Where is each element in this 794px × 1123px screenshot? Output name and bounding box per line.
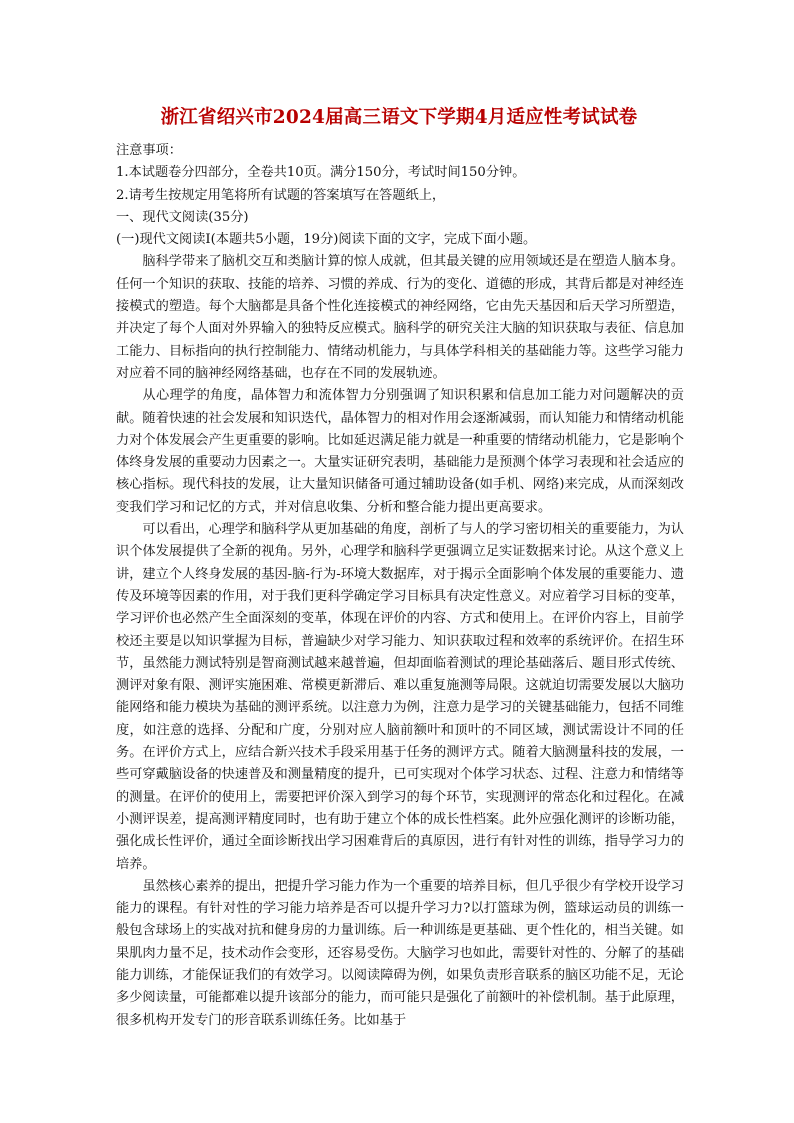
body-paragraph-4: 虽然核心素养的提出，把提升学习能力作为一个重要的培养目标，但几乎很少有学校开设学习能力的课程。有针对性的学习能力培养是否可以提升学习力?以打篮球为例，篮球运动员的训练一般包含球场上的实战对抗和健身房的力量训练。后一种训练是更基础、更个性化的，相当关键。如果肌肉力量不足，技术动作会变形，还容易受伤。大脑学习也如此，需要针对性的、分解了的基础能力训练，才能保证我们的有效学习。以阅读障碍为例，如果负责形音联系的脑区功能不足，无论多少阅读量，可能都难以提升该部分的能力，而可能只是强化了前额叶的补偿机制。基于此原理，很多机构开发专门的形音联系训练任务。比如基于 (116, 878, 684, 1028)
body-paragraph-2: 从心理学的角度，晶体智力和流体智力分别强调了知识积累和信息加工能力对问题解决的贡献。随着快速的社会发展和知识迭代，晶体智力的相对作用会逐渐减弱，而认知能力和情绪动机能力对个体发展会产生更重要的影响。比如延迟满足能力就是一种重要的情绪动机能力，它是影响个体终身发展的重要动力因素之一。大量实证研究表明，基础能力是预测个体学习表现和社会适应的核心指标。现代科技的发展，让大量知识储备可通过辅助设备(如手机、网络)来完成，从而深刻改变我们学习和记忆的方式，并对信息收集、分析和整合能力提出更高要求。 (116, 388, 684, 515)
body-paragraph-3: 可以看出，心理学和脑科学从更加基础的角度，剖析了与人的学习密切相关的重要能力，为认识个体发展提供了全新的视角。另外，心理学和脑科学更强调立足实证数据来讨论。从这个意义上讲，建立个人终身发展的基因-脑-行为-环境大数据库，对于揭示全面影响个体发展的重要能力、遗传及环境等因素的作用，对于我们更科学确定学习目标具有决定性意义。对应着学习目标的变革，学习评价也必然产生全面深刻的变革，体现在评价的内容、方式和使用上。在评价内容上，目前学校还主要是以知识掌握为目标，普遍缺少对学习能力、知识获取过程和效率的系统评价。在招生环节，虽然能力测试特别是智商测试越来越普遍，但却面临着测试的理论基础落后、题目形式传统、测评对象有限、测评实施困难、常模更新滞后、难以重复施测等局限。这就迫切需要发展以大脑功能网络和能力模块为基础的测评系统。以注意力为例，注意力是学习的关键基础能力，包括不同维度，如注意的选择、分配和广度，分别对应人脑前额叶和顶叶的不同区域，测试需设计不同的任务。在评价方式上，应结合新兴技术手段采用基于任务的测评方式。随着大脑测量科技的发展，一些可穿戴脑设备的快速普及和测量精度的提升，已可实现对个体学习状态、过程、注意力和情绪等的测量。在评价的使用上，需要把评价深入到学习的每个环节，实现测评的常态化和过程化。在减小测评误差，提高测评精度同时，也有助于建立个体的成长性档案。此外应强化测评的诊断功能，强化成长性评价，通过全面诊断找出学习困难背后的真原因，进行有针对性的训练，指导学习力的培养。 (116, 522, 684, 872)
body-paragraph-1: 脑科学带来了脑机交互和类脑计算的惊人成就，但其最关键的应用领域还是在塑造人脑本身。任何一个知识的获取、技能的培养、习惯的养成、行为的变化、道德的形成，其背后都是对神经连接模式的塑造。每个大脑都是具备个性化连接模式的神经网络，它由先天基因和后天学习所塑造，并决定了每个人面对外界输入的独特反应模式。脑科学的研究关注大脑的知识获取与表征、信息加工能力、目标指向的执行控制能力、情绪动机能力，与具体学科相关的基础能力等。这些学习能力对应着不同的脑神经网络基础，也存在不同的发展轨迹。 (116, 254, 684, 381)
notice-heading: 注意事项： (116, 143, 182, 158)
document-title: 浙江省绍兴市2024届高三语文下学期4月适应性考试试卷 (160, 107, 638, 128)
notice-item-2: 2.请考生按规定用笔将所有试题的答案填写在答题纸上， (116, 187, 446, 203)
subsection-heading: (一)现代文阅读Ⅰ(本题共5小题，19分)阅读下面的文字，完成下面小题。 (116, 232, 537, 248)
notice-item-1: 1.本试题卷分四部分，全卷共10页。满分150分，考试时间150分钟。 (116, 165, 526, 181)
document-page (116, 100, 684, 1032)
section-heading: 一、现代文阅读(35分) (116, 209, 249, 225)
